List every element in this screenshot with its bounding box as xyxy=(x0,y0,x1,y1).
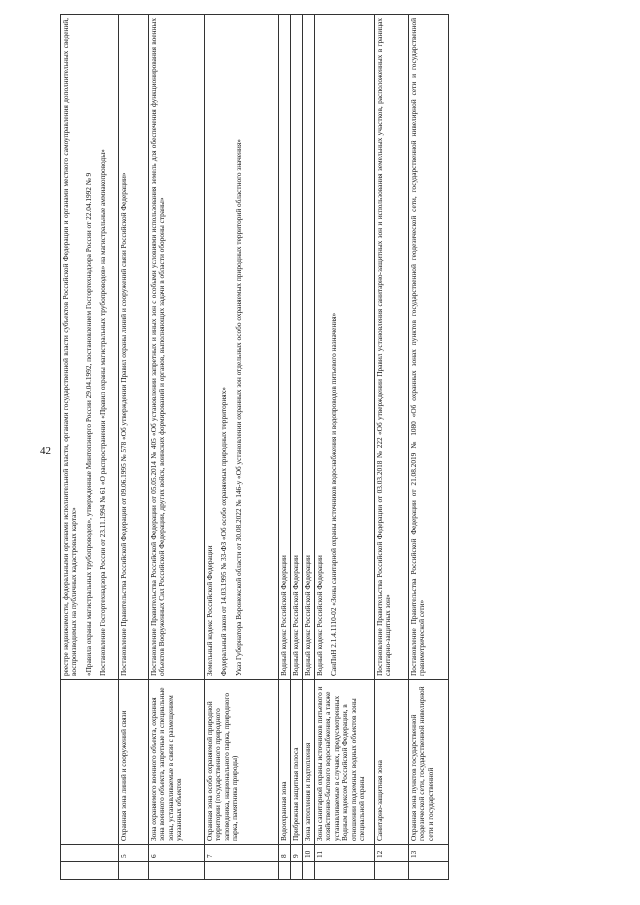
document-reference: Постановление Правительства Российской Федерации от 21.08.2019 № 1080 «Об охранных зонах пунктов государственной геодезической сети, государственной нивелирной сети и государственной гравиметрической сети» xyxy=(409,18,427,676)
row-number: 10 xyxy=(303,845,315,862)
document-reference: Земельный кодекс Российской Федерации xyxy=(205,545,214,676)
document-reference: Водный кодекс Российской Федерации xyxy=(303,555,312,676)
margin-cell xyxy=(279,862,291,880)
regulatory-documents xyxy=(303,15,315,680)
row-number: 5 xyxy=(119,845,149,862)
zone-name: Охранная зона особо охраняемой природной территории (государственного природного заповедника, национального парка, природного парка, памятника природы) xyxy=(205,680,279,845)
margin-cell xyxy=(291,862,303,880)
table-row xyxy=(61,15,119,880)
table-row xyxy=(205,15,279,880)
table-row xyxy=(375,15,409,880)
regulatory-documents xyxy=(315,15,375,680)
zone-name xyxy=(61,680,119,845)
zones-table-body xyxy=(61,15,449,880)
page-number: 42 xyxy=(40,445,51,457)
row-number xyxy=(61,845,119,862)
table-row xyxy=(149,15,205,880)
zone-name: Зона затопления и подтопления xyxy=(303,680,315,845)
table-row xyxy=(291,15,303,880)
zone-name: Охранная зона линий и сооружений связи xyxy=(119,680,149,845)
document-reference: Постановление Правительства Российской Федерации от 03.03.2018 № 222 «Об утверждении Правил установления санитарно-защитных зон и использования земельных участков, расположенных в границах санитарно-защитных зон» xyxy=(375,18,393,676)
regulatory-documents xyxy=(205,15,279,680)
zone-name: Прибрежная защитная полоса xyxy=(291,680,303,845)
document-reference: реестре недвижимости, федеральными органами исполнительной власти, органами государственной власти субъектов Российской Федерации и органами местного самоуправления дополнительных сведений, воспроизводимых на публичных кадастровых картах» xyxy=(61,18,79,676)
table-row xyxy=(119,15,149,880)
row-number: 6 xyxy=(149,845,205,862)
document-reference: Водный кодекс Российской Федерации xyxy=(315,555,324,676)
margin-cell xyxy=(375,862,409,880)
regulatory-documents xyxy=(291,15,303,680)
row-number: 13 xyxy=(409,845,449,862)
margin-cell xyxy=(303,862,315,880)
document-reference: Водный кодекс Российской Федерации xyxy=(279,555,288,676)
regulatory-documents xyxy=(409,15,449,680)
row-number: 11 xyxy=(315,845,375,862)
document-reference: Водный кодекс Российской Федерации xyxy=(291,555,300,676)
regulatory-documents xyxy=(61,15,119,680)
margin-cell xyxy=(205,862,279,880)
row-number: 8 xyxy=(279,845,291,862)
rotated-page-content xyxy=(60,15,582,880)
margin-cell xyxy=(149,862,205,880)
margin-cell xyxy=(409,862,449,880)
row-number: 7 xyxy=(205,845,279,862)
zone-name: Зоны санитарной охраны источников питьевого и хозяйственно-бытового водоснабжения, а также устанавливаемые в случаях, предусмотренных Водным кодексом Российской Федерации, в отношении подземных водных объектов зоны специальной охраны xyxy=(315,680,375,845)
row-number: 9 xyxy=(291,845,303,862)
document-reference: Постановление Правительства Российской Федерации от 09.06.1995 № 578 «Об утверждении Правил охраны линий и сооружений связи Российской Федерации» xyxy=(119,172,128,676)
zones-table xyxy=(60,14,449,880)
document-reference: Постановление Правительства Российской Федерации от 05.05.2014 № 405 «Об установлении запретных и иных зон с особыми условиями использования земель для обеспечения функционирования военных объектов Вооруженных Сил Российской Федерации, других войск, воинских формирований и органов, выполняющих задачи в области обороны страны» xyxy=(149,18,167,676)
document-reference: Постановление Госгортехнадзора России от 23.11.1994 № 61 «О распространении «Правил охраны магистральных трубопроводов» на магистральные аммиакопроводы» xyxy=(98,149,108,676)
table-row xyxy=(279,15,291,880)
table-row xyxy=(315,15,375,880)
document-reference: Указ Губернатора Воронежской области от 30.08.2022 № 146-у «Об установлении охранных зон отдельных особо охраняемых природных территорий областного значения» xyxy=(233,139,243,676)
table-row xyxy=(303,15,315,880)
zone-name: Санитарно-защитная зона xyxy=(375,680,409,845)
regulatory-documents xyxy=(149,15,205,680)
margin-cell xyxy=(119,862,149,880)
regulatory-documents xyxy=(119,15,149,680)
document-reference: Федеральный закон от 14.03.1995 № 33-ФЗ «Об особо охраняемых природных территориях» xyxy=(219,387,229,676)
document-reference: «Правила охраны магистральных трубопроводов», утвержденные Минтопэнерго России 29.04.1992, постановлением Госгортехнадзора России от 22.04.1992 № 9 xyxy=(83,172,93,676)
regulatory-documents xyxy=(279,15,291,680)
table-row xyxy=(409,15,449,880)
zone-name: Охранная зона пунктов государственной геодезической сети, государственной нивелирной сети и государственной xyxy=(409,680,449,845)
zone-name: Водоохранная зона xyxy=(279,680,291,845)
margin-cell xyxy=(315,862,375,880)
document-reference: СанПиН 2.1.4.1110-02 «Зоны санитарной охраны источников водоснабжения и водопроводов питьевого назначения» xyxy=(329,312,339,676)
regulatory-documents xyxy=(375,15,409,680)
row-number: 12 xyxy=(375,845,409,862)
margin-cell xyxy=(61,862,119,880)
zone-name: Зона охраняемого военного объекта, охранная зона военного объекта, запретные и специальные зоны, устанавливаемые в связи с размещением указанных объектов xyxy=(149,680,205,845)
